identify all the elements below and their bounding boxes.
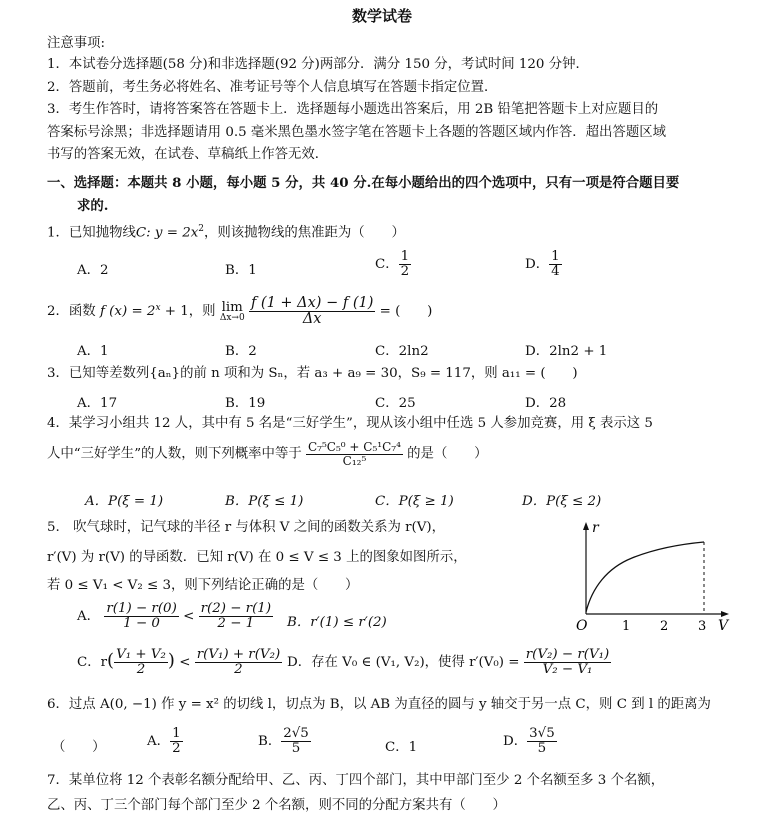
q6-option-c[interactable]: C．1 bbox=[385, 740, 418, 755]
q6-paren: （ ） bbox=[52, 740, 106, 755]
notice-heading: 注意事项: bbox=[47, 36, 106, 51]
q3-option-a[interactable]: A．17 bbox=[77, 396, 118, 411]
q3-option-d[interactable]: D．28 bbox=[525, 396, 567, 411]
q1-option-c-frac: $\frac{1}{2}$ bbox=[400, 249, 410, 280]
q5-option-b[interactable]: B．r′(1) ≤ r′(2) bbox=[287, 615, 387, 630]
notice-item: 答案标号涂黑；非选择题请用 0.5 毫米黑色墨水签字笔在答题卡上各题的答题区域内作答．超出答题区域 bbox=[47, 125, 666, 140]
q5-option-a-frac1: $\frac{r(1) - r(0)}{1 - 0}$ bbox=[106, 601, 177, 632]
q2-function: f (x) = 2 bbox=[99, 304, 156, 320]
q1-option-b[interactable]: B．1 bbox=[225, 263, 257, 278]
question-1 bbox=[47, 224, 405, 241]
question-5-cont2: 若 0 ≤ V₁ < V₂ ≤ 3，则下列结论正确的是（ ） bbox=[47, 578, 359, 593]
q1-option-c[interactable] bbox=[375, 250, 411, 279]
q5-option-c-frac2: $\frac{\text{r(V₁) + r(V₂)}}{2}$ bbox=[196, 647, 281, 678]
notice-item: 3．考生作答时，请将答案答在答题卡上．选择题每小题选出答案后，用 2B 铅笔把答题卡上对应题目的 bbox=[47, 102, 659, 117]
r-curve bbox=[586, 542, 704, 612]
graph-y-label: r bbox=[592, 520, 599, 536]
x-axis-arrow-icon bbox=[721, 611, 729, 617]
q6-option-a[interactable]: A． $\frac{1}{2}$ bbox=[147, 726, 181, 757]
section-heading: 一、选择题：本题共 8 小题，每小题 5 分，共 40 分.在每小题给出的四个选项中，只有一项是符合题目要 bbox=[47, 175, 680, 191]
question-7-cont: 乙、丙、丁三个部门每个部门至少 2 个名额，则不同的分配方案共有（ ） bbox=[47, 798, 506, 813]
q1-option-d-label: D． bbox=[525, 257, 550, 273]
question-3: 3．已知等差数列{aₙ}的前 n 项和为 Sₙ，若 a₃ + a₉ = 30，S₉ = 117，则 a₁₁ = ( ) bbox=[47, 366, 578, 381]
q1-prefix: 1．已知抛物线 bbox=[47, 225, 136, 241]
notice-item: 2．答题前，考生务必将姓名、准考证号等个人信息填写在答题卡指定位置． bbox=[47, 80, 498, 95]
y-axis-arrow-icon bbox=[583, 522, 589, 530]
section-heading-cont: 求的. bbox=[77, 198, 109, 214]
graph-x-label: V bbox=[718, 618, 729, 634]
q1-equation: : y = 2x bbox=[146, 225, 199, 241]
q1-option-d-frac: $\frac{1}{4}$ bbox=[551, 249, 560, 280]
notice-item: 1．本试卷分选择题(58 分)和非选择题(92 分)两部分．满分 150 分，考试时间 120 分钟． bbox=[47, 57, 589, 72]
q5-option-a-frac2: $\frac{r(2) - r(1)}{2 - 1}$ bbox=[200, 601, 272, 632]
q3-option-b[interactable]: B．19 bbox=[225, 396, 266, 411]
q2-option-a[interactable]: A．1 bbox=[77, 344, 109, 359]
question-5-cont: r′(V) 为 r(V) 的导函数．已知 r(V) 在 0 ≤ V ≤ 3 上的图象如图所示， bbox=[47, 550, 467, 565]
q1-suffix: ，则该抛物线的焦准距为（ ） bbox=[204, 225, 405, 241]
q4-fraction: $\frac{\text{C₇⁵C₅⁰ + C₅¹C₇⁴}}{\text{C₁₂⁵}}$ bbox=[308, 440, 401, 468]
q5-option-c[interactable]: C．r( $\frac{\text{V₁ + V₂}}{2}$ ) < $\frac{\text{r(V₁) + r(V₂)}}{2}$ bbox=[77, 647, 281, 678]
question-6: 6．过点 A(0, −1) 作 y = x² 的切线 l，切点为 B，以 AB 为直径的圆与 y 轴交于另一点 C，则 C 到 l 的距离为 bbox=[47, 697, 711, 712]
q2-option-b[interactable]: B．2 bbox=[225, 344, 257, 359]
q4-option-b[interactable]: B．P(ξ ≤ 1) bbox=[225, 494, 304, 509]
page-title: 数学试卷 bbox=[352, 7, 413, 25]
question-2: 2．函数 f $(x) = 2^x + 1$，则 lim Δx→0 $\frac{f (1 + \Delta x) - f (1)}{\Delta x}$ = ( ) bbox=[47, 295, 433, 328]
graph-tick: 3 bbox=[698, 619, 707, 634]
notice-item: 书写的答案无效，在试卷、草稿纸上作答无效． bbox=[47, 147, 329, 162]
q1-curve: C bbox=[135, 225, 147, 241]
question-4-cont: 人中“三好学生”的人数，则下列概率中等于 $\frac{\text{C₇⁵C₅⁰ + C₅¹C₇⁴}}{\text{C₁₂⁵}}$ 的是（ ） bbox=[47, 440, 488, 468]
q6-option-d[interactable]: D． $\frac{3√5}{5}$ bbox=[503, 726, 555, 757]
graph-origin: O bbox=[576, 618, 588, 634]
q5-graph bbox=[572, 518, 737, 636]
q5-option-c-frac1: $\frac{\text{V₁ + V₂}}{2}$ bbox=[116, 647, 166, 678]
q1-option-c-label: C． bbox=[375, 257, 399, 273]
q4-option-c[interactable]: C．P(ξ ≥ 1) bbox=[375, 494, 454, 509]
q4-option-a[interactable]: A．P(ξ = 1) bbox=[85, 494, 164, 509]
q5-option-d[interactable]: D．存在 V₀ ∈ (V₁, V₂)，使得 r′(V₀) = $\frac{\text{r(V₂) − r(V₁)}}{\text{V₂ − V₁}}$ bbox=[287, 647, 610, 678]
q2-option-d[interactable]: D．2ln2 + 1 bbox=[525, 344, 608, 359]
q4-option-d[interactable]: D．P(ξ ≤ 2) bbox=[522, 494, 602, 509]
q1-exponent: 2 bbox=[198, 224, 204, 234]
question-4: 4．某学习小组共 12 人，其中有 5 名是“三好学生”，现从该小组中任选 5 人参加竞赛，用 ξ 表示这 5 bbox=[47, 416, 653, 431]
graph-tick: 2 bbox=[660, 619, 669, 634]
q2-option-c[interactable]: C．2ln2 bbox=[375, 344, 429, 359]
q3-option-c[interactable]: C．25 bbox=[375, 396, 416, 411]
q2-fraction: $\frac{f (1 + \Delta x) - f (1)}{\Delta x}$ bbox=[250, 295, 374, 328]
q1-option-a[interactable]: A．2 bbox=[77, 263, 109, 278]
q5-option-d-frac: $\frac{\text{r(V₂) − r(V₁)}}{\text{V₂ − V₁}}$ bbox=[525, 647, 610, 678]
q2-limit: lim Δx→0 bbox=[219, 299, 245, 323]
question-5: 5. 吹气球时，记气球的半径 r 与体积 V 之间的函数关系为 r(V)， bbox=[47, 520, 446, 535]
q1-option-d[interactable] bbox=[525, 250, 562, 279]
q5-option-a[interactable]: A． $\frac{r(1) - r(0)}{1 - 0}$ < $\frac{r(2) - r(1)}{2 - 1}$ bbox=[77, 601, 272, 632]
graph-tick: 1 bbox=[622, 619, 631, 634]
question-7: 7．某单位将 12 个表彰名额分配给甲、乙、丙、丁四个部门，其中甲部门至少 2 个名额至多 3 个名额， bbox=[47, 773, 665, 788]
q6-option-b[interactable]: B． $\frac{2√5}{5}$ bbox=[258, 726, 309, 757]
